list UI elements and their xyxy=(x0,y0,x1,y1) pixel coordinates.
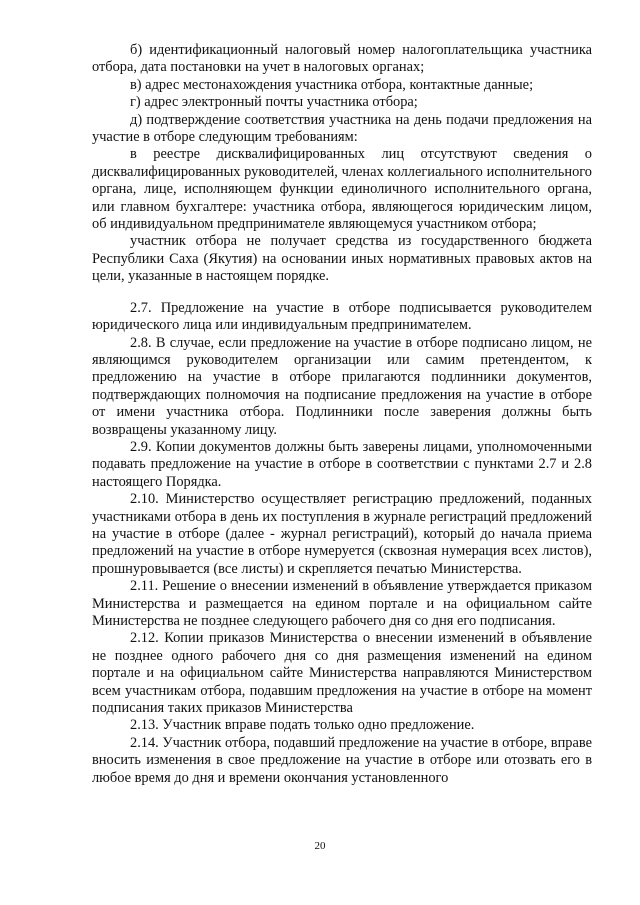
clause-2-14: 2.14. Участник отбора, подавший предложение на участие в отборе, вправе вносить изменения в свое предложение на участие в отборе или отозвать его в любое время до дня и времени окончания установленного xyxy=(92,734,592,786)
clause-2-10: 2.10. Министерство осуществляет регистрацию предложений, поданных участниками отбора в день их поступления в журнале регистраций предложений на участие в отборе (далее - журнал регистраций), который до начала приема предложений на участие в отборе нумеруется (сквозная нумерация всех листов), прошнуровывается (все листы) и скрепляется печатью Министерства. xyxy=(92,491,592,577)
clause-2-7: 2.7. Предложение на участие в отборе подписывается руководителем юридического лица или индивидуальным предпринимателем. xyxy=(92,299,592,334)
clause-2-11: 2.11. Решение о внесении изменений в объявление утверждается приказом Министерства и размещается на едином портале и на официальном сайте Министерства не позднее следующего рабочего дня со дня его подписания. xyxy=(92,578,592,629)
requirements-section xyxy=(92,42,592,286)
paragraph: г) адрес электронный почты участника отбора; xyxy=(130,94,418,111)
paragraph: в) адрес местонахождения участника отбора, контактные данные; xyxy=(130,76,534,93)
clause-2-9: 2.9. Копии документов должны быть заверены лицами, уполномоченными подавать предложение на участие в отборе в соответствии с пунктами 2.7 и 2.8 настоящего Порядка. xyxy=(92,438,592,490)
paragraph: участник отбора не получает средства из государственного бюджета Республики Саха (Якутия) на основании иных нормативных правовых актов на цели, указанные в настоящем порядке. xyxy=(92,233,592,285)
clauses-section xyxy=(92,300,592,787)
paragraph: б) идентификационный налоговый номер налогоплательщика участника отбора, дата постановки на учет в налоговых органах; xyxy=(92,42,592,76)
clause-2-13: 2.13. Участник вправе подать только одно предложение. xyxy=(130,717,475,734)
clause-2-12: 2.12. Копии приказов Министерства о внесении изменений в объявление не позднее одного рабочего дня со дня размещения изменений на едином портале и на официальном сайте Министерства направляются Министерством всем участникам отбора, подавшим предложения на участие в отборе на момент подписания таких приказов Министерства xyxy=(92,630,592,717)
page-number: 20 xyxy=(314,840,326,852)
clause-2-8: 2.8. В случае, если предложение на участие в отборе подписано лицом, не являющимся руководителем организации или самим претендентом, к предложению на участие в отборе прилагаются подлинники документов, подтверждающих полномочия на подписание предложения на участие в отборе от имени участника отбора. Подлинники после заверения должны быть возвращены указанному лицу. xyxy=(92,334,592,438)
paragraph: в реестре дисквалифицированных лиц отсутствуют сведения о дисквалифицированных руководителей, членах коллегиального исполнительного органа, лице, исполняющем функции единоличного исполнительного органа, или главном бухгалтере: участника отбора, являющегося юридическим лицом, об индивидуальном предпринимателе являющемуся участником отбора; xyxy=(92,146,592,233)
paragraph: д) подтверждение соответствия участника на день подачи предложения на участие в отборе следующим требованиям: xyxy=(92,111,592,146)
section-gap xyxy=(92,286,592,300)
